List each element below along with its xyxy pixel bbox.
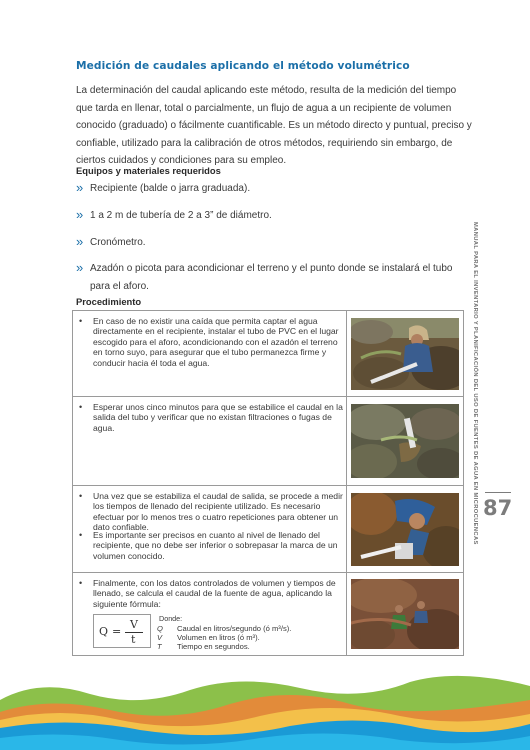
procedure-row bbox=[73, 311, 463, 397]
section-title: Medición de caudales aplicando el método volumétrico bbox=[76, 60, 410, 72]
equipment-item bbox=[76, 207, 474, 225]
bullet-marker: • bbox=[79, 530, 83, 540]
photo-filling-container bbox=[351, 493, 459, 566]
equipment-item-text: Recipiente (balde o jarra graduada). bbox=[90, 183, 251, 194]
intro-paragraph: La determinación del caudal aplicando este método, resulta de la medición del tiempo que tarda en llenar, total o parcialmente, un flujo de agua a un recipiente de volumen conocido (graduado) o fácilmente cuantificable. Es un método directo y puntual, preciso y confiable, utilizado para la calibración de otros métodos, requiriendo sin embargo, de ciertos cuidados y condiciones para su empleo. bbox=[76, 85, 472, 167]
photo-people-on-rocks bbox=[351, 579, 459, 649]
bullet-marker: • bbox=[79, 491, 83, 501]
column-divider bbox=[346, 573, 347, 655]
procedure-row bbox=[73, 397, 463, 486]
definition-symbol: T bbox=[157, 642, 162, 651]
bullet-marker: • bbox=[79, 316, 83, 326]
definition-text: Tiempo en segundos. bbox=[177, 642, 250, 651]
column-divider bbox=[346, 397, 347, 485]
definition-text: Caudal en litros/segundo (ó m³/s). bbox=[177, 624, 292, 633]
definitions-label: Donde: bbox=[159, 614, 183, 623]
procedure-row bbox=[73, 486, 463, 573]
bullet-marker: • bbox=[79, 402, 83, 412]
procedure-step-text: Finalmente, con los datos controlados de volumen y tiempos de llenado, se calcula el caudal de la fuente de agua, aplicando la siguiente fórmula: bbox=[93, 578, 336, 609]
procedure-step-text: Una vez que se estabiliza el caudal de salida, se procede a medir los tiempos de llenado del recipiente utilizado. Es necesario efectuar por lo menos tres o cuatro repeticiones para obtener un dato confiable. bbox=[93, 491, 343, 533]
bullet-marker: » bbox=[76, 180, 84, 195]
photo-installing-pvc-pipe bbox=[351, 318, 459, 390]
procedure-heading: Procedimiento bbox=[76, 296, 142, 307]
equipment-item-text: Cronómetro. bbox=[90, 237, 146, 248]
equipment-item bbox=[76, 234, 474, 252]
equipment-heading: Equipos y materiales requeridos bbox=[76, 165, 221, 176]
formula-q: Q bbox=[99, 625, 109, 638]
definition-text: Volumen en litros (ó m³). bbox=[177, 633, 260, 642]
formula-numerator: V bbox=[130, 618, 138, 631]
equipment-item-text: 1 a 2 m de tubería de 2 a 3” de diámetro. bbox=[90, 210, 272, 221]
equipment-item bbox=[76, 260, 474, 295]
procedure-step-text: Esperar unos cinco minutos para que se estabilice el caudal en la salida del tubo y verificar que no existan filtraciones o fugas de agua. bbox=[93, 402, 343, 433]
procedure-step-text: En caso de no existir una caída que permita captar el agua directamente en el recipiente, instalar el tubo de PVC en el lugar escogido para el aforo, acondicionando con el azadón el terreno en torno suyo, para asegurar que el tubo permanezca firme y conducir hacia él toda el agua. bbox=[93, 316, 339, 368]
page-number: 87 bbox=[483, 496, 513, 520]
formula-box bbox=[93, 614, 151, 648]
procedure-row bbox=[73, 573, 463, 655]
equipment-item bbox=[76, 180, 474, 198]
formula-denominator: t bbox=[131, 633, 136, 646]
bullet-marker: • bbox=[79, 578, 83, 588]
running-title: MANUAL PARA EL INVENTARIO Y PLANIFICACIÓN DEL USO DE FUENTES DE AGUA EN MICROCUENCAS bbox=[472, 222, 478, 545]
photo-pipe-outlet-stream bbox=[351, 404, 459, 478]
definition-symbol: V bbox=[157, 633, 163, 642]
definition-symbol: Q bbox=[157, 624, 163, 633]
procedure-step-text: Es importante ser precisos en cuanto al nivel de llenado del recipiente, que no debe ser inferior o sobrepasar la marca de un volumen conocido. bbox=[93, 530, 338, 561]
procedure-table bbox=[72, 310, 464, 656]
page-number-rule bbox=[485, 492, 511, 493]
equipment-item-text: Azadón o picota para acondicionar el terreno y el punto donde se instalará el tubo para el aforo. bbox=[90, 263, 453, 292]
column-divider bbox=[346, 311, 347, 396]
bullet-marker: » bbox=[76, 207, 84, 222]
column-divider bbox=[346, 486, 347, 572]
formula-equals: = bbox=[112, 625, 122, 638]
footer-wave-decoration bbox=[0, 670, 530, 750]
bullet-marker: » bbox=[76, 260, 84, 275]
bullet-marker: » bbox=[76, 234, 84, 249]
